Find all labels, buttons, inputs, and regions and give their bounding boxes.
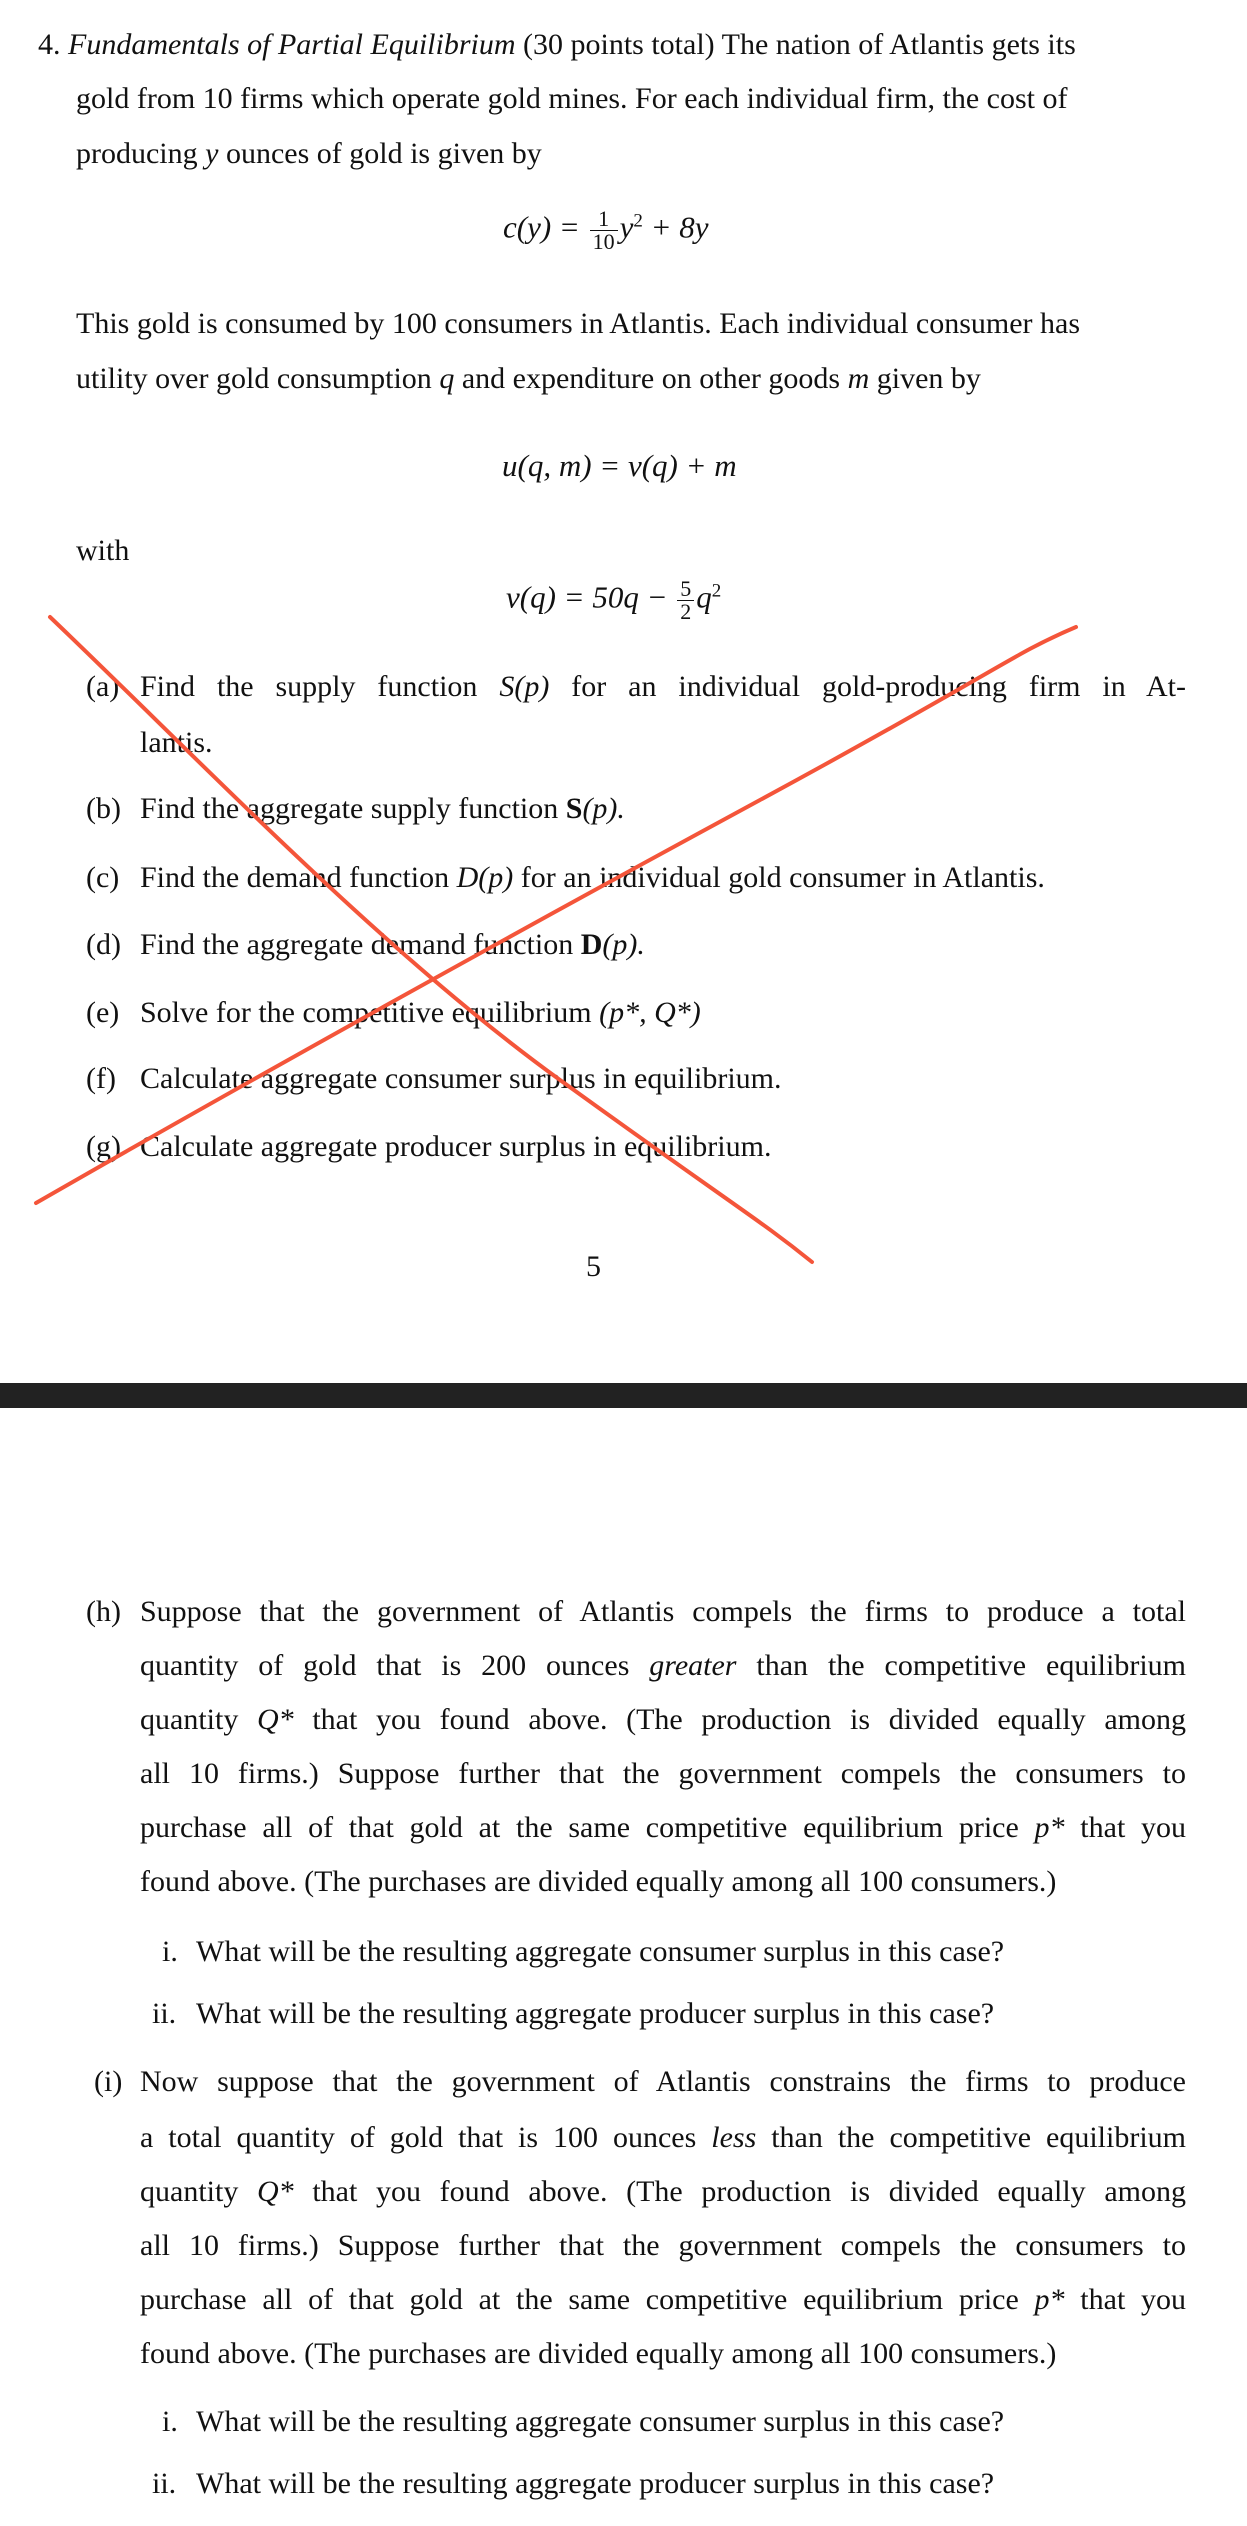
part-i-sub-i: What will be the resulting aggregate consumer surplus in this case? [196,2405,1005,2438]
part-i-line-1: Now suppose that the government of Atlantis constrains the firms to produce [140,2065,1186,2098]
part-b-text: Find the aggregate supply function S(p). [140,792,625,825]
page-number: 5 [586,1250,601,1283]
part-h-line-4: all 10 firms.) Suppose further that the government compels the consumers to [140,1757,1186,1790]
problem-title: Fundamentals of Partial Equilibrium [68,28,516,61]
with-label: with [76,534,130,567]
part-c-text: Find the demand function D(p) for an individual gold consumer in Atlantis. [140,861,1045,894]
part-a-line-1: Find the supply function S(p) for an individual gold-producing firm in At- [140,670,1187,703]
part-i-line-5: purchase all of that gold at the same competitive equilibrium price p* that you [140,2283,1187,2316]
v-equation: v(q) = 50q − $\frac{5}{2}$ $q^2$ [506,576,722,624]
part-a-label: (a) [86,670,120,703]
page-divider [0,1383,1247,1408]
part-i-line-6: found above. (The purchases are divided equally among all 100 consumers.) [140,2337,1057,2370]
part-h-line-2: quantity of gold that is 200 ounces greater than the competitive equilibrium [140,1649,1187,1682]
part-i-line-2: a total quantity of gold that is 100 ounces less than the competitive equilibrium [140,2121,1187,2154]
utility-equation: u(q, m) = v(q) + m [502,448,737,483]
part-h-line-6: found above. (The purchases are divided equally among all 100 consumers.) [140,1865,1057,1898]
part-g-text: Calculate aggregate producer surplus in equilibrium. [140,1130,772,1163]
part-h-line-1: Suppose that the government of Atlantis compels the firms to produce a total [140,1595,1186,1628]
part-h-sub-ii: What will be the resulting aggregate producer surplus in this case? [196,1997,995,2030]
consumer-line-1: This gold is consumed by 100 consumers in Atlantis. Each individual consumer has [76,307,1081,340]
part-d-label: (d) [86,928,121,961]
part-e-label: (e) [86,996,120,1029]
consumer-line-2: utility over gold consumption q and expenditure on other goods m given by [76,362,981,395]
part-h-line-3: quantity Q* that you found above. (The production is divided equally among [140,1703,1186,1736]
cost-equation: c(y) = $\frac{1}{10}$ $y^2 + 8y$ [503,206,709,254]
part-a-line-2: lantis. [140,726,213,759]
problem-intro-line-2: gold from 10 firms which operate gold mines. For each individual firm, the cost of [76,82,1068,115]
part-e-text: Solve for the competitive equilibrium (p*, Q*) [140,996,701,1029]
cost-fraction: $\frac{1}{10}$ [590,208,618,253]
v-fraction: $\frac{5}{2}$ [677,578,694,623]
part-f-label: (f) [86,1062,116,1095]
problem-number: 4. [38,28,61,61]
part-h-label: (h) [86,1595,121,1628]
part-b-label: (b) [86,792,121,825]
part-g-label: (g) [86,1130,121,1163]
part-i-label: (i) [94,2065,123,2098]
part-i-sub-i-label: i. [162,2405,178,2438]
problem-intro-line-3: producing y ounces of gold is given by [76,137,542,170]
strike-line-2 [36,627,1076,1203]
part-d-text: Find the aggregate demand function D(p). [140,928,645,961]
part-i-line-3: quantity Q* that you found above. (The production is divided equally among [140,2175,1186,2208]
part-h-sub-ii-label: ii. [152,1997,177,2030]
part-i-sub-ii-label: ii. [152,2467,177,2500]
part-h-sub-i-label: i. [162,1935,178,1968]
problem-points: (30 points total) [523,28,715,61]
part-h-line-5: purchase all of that gold at the same competitive equilibrium price p* that you [140,1811,1187,1844]
part-f-text: Calculate aggregate consumer surplus in equilibrium. [140,1062,782,1095]
part-i-sub-ii: What will be the resulting aggregate producer surplus in this case? [196,2467,995,2500]
problem-intro-line-1: 4. Fundamentals of Partial Equilibrium (30 points total) The nation of Atlantis gets its [38,28,1076,61]
part-i-line-4: all 10 firms.) Suppose further that the government compels the consumers to [140,2229,1186,2262]
part-h-sub-i: What will be the resulting aggregate consumer surplus in this case? [196,1935,1005,1968]
part-c-label: (c) [86,861,120,894]
